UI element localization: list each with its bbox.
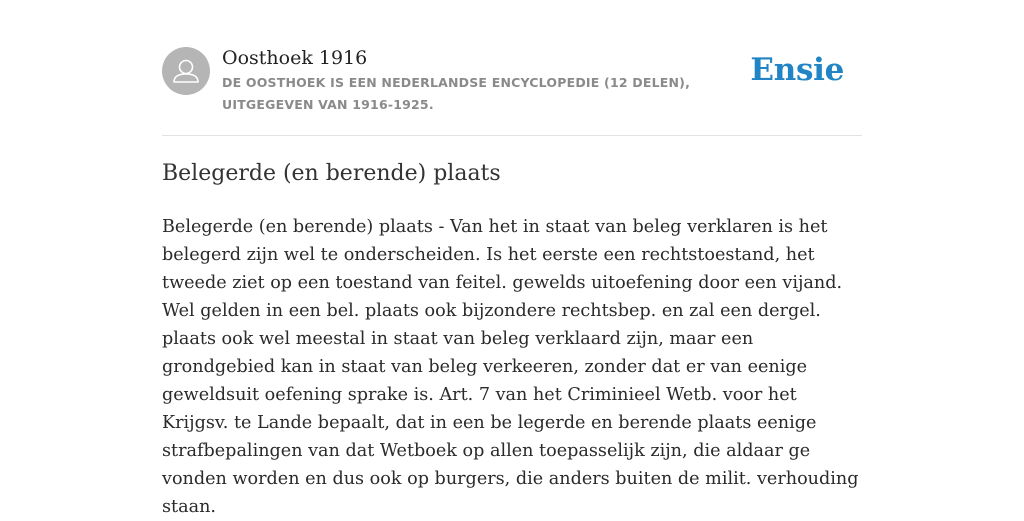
user-silhouette-icon — [162, 47, 210, 95]
page — [162, 0, 862, 517]
author-description: DE OOSTHOEK IS EEN NEDERLANDSE ENCYCLOPEDIE (12 DELEN), UITGEGEVEN VAN 1916-1925. — [222, 75, 691, 112]
ensie-logo[interactable]: Ensie — [750, 52, 844, 88]
article-body: Belegerde (en berende) plaats - Van het in staat van beleg verklaren is het belegerd zijn wel te onderscheiden. Is het eerste een rechtstoestand, het tweede ziet op een toestand van feitel. gewelds uitoefening door een vijand. Wel gelden in een bel. plaats ook bijzondere rechtsbep. en zal een dergel. plaats ook wel meestal in staat van beleg verklaard zijn, maar een grondgebied kan in staat van beleg verkeeren, zonder dat er van eenige geweldsuit oefening sprake is. Art. 7 van het Criminieel Wetb. voor het Krijgsv. te Lande bepaalt, dat in een be legerde en berende plaats eenige strafbepalingen van dat Wetboek op allen toepasselijk zijn, die aldaar ge vonden worden en dus ook op burgers, die anders buiten de milit. verhouding staan. — [162, 217, 859, 517]
author-avatar[interactable] — [162, 47, 210, 95]
article-title: Belegerde (en berende) plaats — [162, 161, 501, 186]
header — [162, 0, 862, 136]
author-name[interactable]: Oosthoek 1916 — [222, 47, 368, 69]
